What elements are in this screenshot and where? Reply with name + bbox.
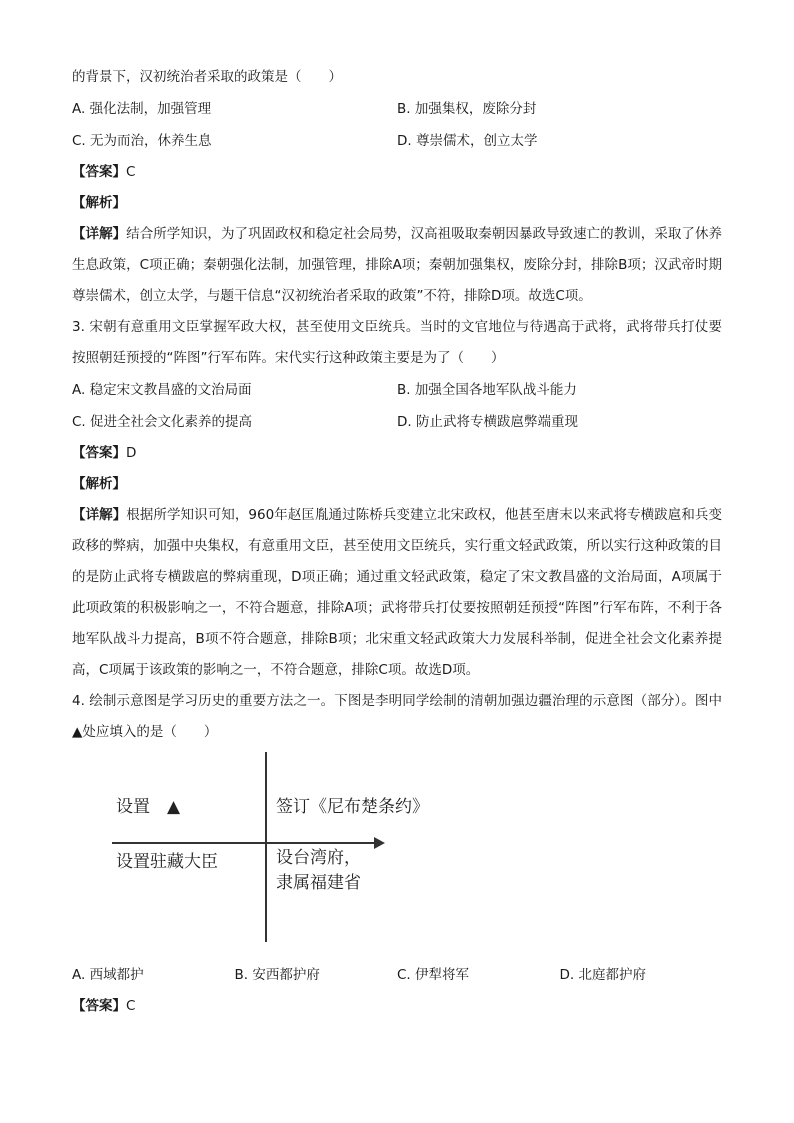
q2-option-a[interactable]: A. 强化法制，加强管理 xyxy=(72,101,212,117)
q2-stem-tail: 的背景下，汉初统治者采取的政策是（ ） xyxy=(72,69,342,85)
detail-text: 结合所学知识，为了巩固政权和稳定社会局势，汉高祖吸取秦朝因暴政导致速亡的教训，采取了休养生息政策，C项正确；秦朝强化法制，加强管理，排除A项；秦朝加强集权，废除分封，排除B项；汉武帝时期尊崇儒术，创立太学，与题干信息“汉初统治者采取的政策”不符，排除D项。故选C项。 xyxy=(72,226,723,304)
q3-analysis-label: 【解析】 xyxy=(72,476,126,492)
answer-value: C xyxy=(126,164,136,180)
q3-answer xyxy=(72,438,722,469)
q2-answer xyxy=(72,157,722,188)
q2-option-b[interactable]: B. 加强集权，废除分封 xyxy=(397,101,537,117)
q4-answer xyxy=(72,991,722,1022)
q2-options-row-2 xyxy=(72,125,722,157)
q4-option-d[interactable]: D. 北庭都护府 xyxy=(559,967,646,983)
diagram-vertical-axis xyxy=(265,752,267,942)
q2-analysis-label: 【解析】 xyxy=(72,195,126,211)
diagram-top-right: 签订《尼布楚条约》 xyxy=(276,797,429,817)
q3-option-b[interactable]: B. 加强全国各地军队战斗能力 xyxy=(397,382,577,398)
q3-option-d[interactable]: D. 防止武将专横跋扈弊端重现 xyxy=(397,414,578,430)
q3-option-c[interactable]: C. 促进全社会文化素养的提高 xyxy=(72,414,253,430)
q4-option-b[interactable]: B. 安西都护府 xyxy=(234,967,320,983)
q2-detail xyxy=(72,219,722,312)
q3-option-a[interactable]: A. 稳定宋文教昌盛的文治局面 xyxy=(72,382,252,398)
q3-options-row-2 xyxy=(72,406,722,438)
answer-label: 【答案】 xyxy=(72,445,126,461)
diagram-top-left: 设置 ▲ xyxy=(116,797,181,817)
q4-diagram xyxy=(72,752,722,957)
q4-option-c[interactable]: C. 伊犁将军 xyxy=(397,967,470,983)
detail-text: 根据所学知识可知，960年赵匡胤通过陈桥兵变建立北宋政权，他甚至唐末以来武将专横跋扈和兵变政移的弊病，加强中央集权，有意重用文臣，甚至使用文臣统兵，实行重文轻武政策，所以实行这种政策的目的是防止武将专横跋扈的弊病重现，D项正确；通过重文轻武政策，稳定了宋文教昌盛的文治局面，A项属于此项政策的积极影响之一，不符合题意，排除A项；武将带兵打仗要按照朝廷预授“阵图”行军布阵，不利于各地军队战斗力提高，B项不符合题意，排除B项；北宋重文轻武政策大力发展科举制，促进全社会文化素养提高，C项属于该政策的影响之一，不符合题意，排除C项。故选D项。 xyxy=(72,507,722,678)
answer-label: 【答案】 xyxy=(72,998,126,1014)
document-page xyxy=(72,62,722,1022)
q3-detail xyxy=(72,500,722,686)
q3-options-row-1 xyxy=(72,374,722,406)
diagram-bottom-left: 设置驻藏大臣 xyxy=(116,852,218,872)
q2-option-c[interactable]: C. 无为而治，休养生息 xyxy=(72,133,212,149)
q3-stem: 3. 宋朝有意重用文臣掌握军政大权，甚至使用文臣统兵。当时的文官地位与待遇高于武将，武将带兵打仗要按照朝廷预授的“阵图”行军布阵。宋代实行这种政策主要是为了（ ） xyxy=(72,319,722,366)
diagram-bottom-right-line-1: 设台湾府， xyxy=(276,848,361,868)
q4-options-row xyxy=(72,959,722,991)
answer-label: 【答案】 xyxy=(72,164,126,180)
q2-option-d[interactable]: D. 尊崇儒术，创立太学 xyxy=(397,133,538,149)
arrow-right-icon xyxy=(374,837,385,849)
diagram-time-axis xyxy=(112,842,378,844)
answer-value: D xyxy=(126,445,137,461)
answer-value: C xyxy=(126,998,136,1014)
detail-label: 【详解】 xyxy=(72,226,127,242)
detail-label: 【详解】 xyxy=(72,507,127,523)
diagram-bottom-right-line-2: 隶属福建省 xyxy=(276,873,361,893)
q4-option-a[interactable]: A. 西域都护 xyxy=(72,967,144,983)
q2-options-row-1 xyxy=(72,93,722,125)
q4-stem: 4. 绘制示意图是学习历史的重要方法之一。下图是李明同学绘制的清朝加强边疆治理的示意图（部分）。图中▲处应填入的是（ ） xyxy=(72,693,722,740)
